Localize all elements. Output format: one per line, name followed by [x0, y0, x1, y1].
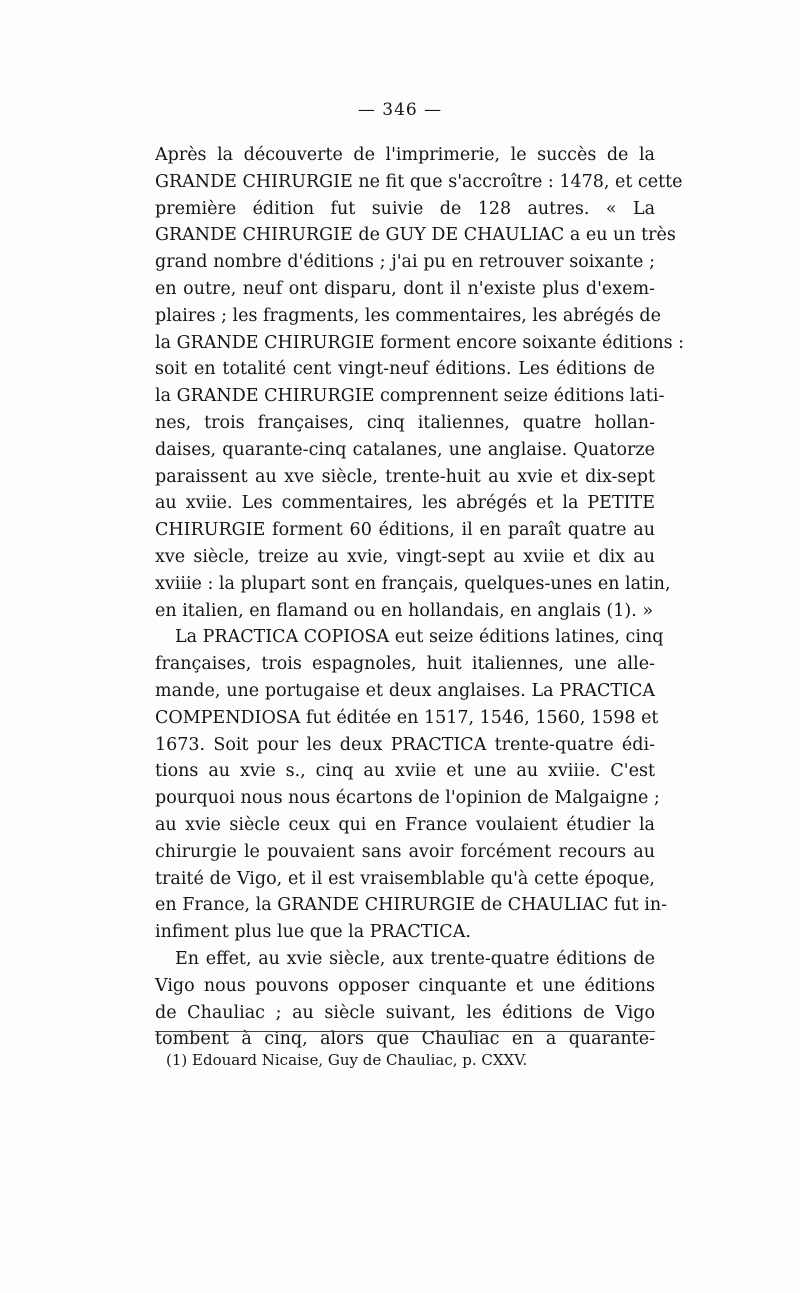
- text-line: en France, la GRANDE CHIRURGIE de CHAULIAC fut in-: [155, 895, 668, 916]
- text-line: au xviie. Les commentaires, les abrégés et la PETITE: [155, 493, 655, 514]
- text-line: chirurgie le pouvaient sans avoir forcément recours au: [155, 841, 655, 862]
- text-line: la GRANDE CHIRURGIE forment encore soixante éditions :: [155, 332, 685, 353]
- paragraph-start-line: En effet, au xvie siècle, aux trente-quatre éditions de: [175, 948, 655, 969]
- text-line: grand nombre d'éditions ; j'ai pu en retrouver soixante ;: [155, 252, 655, 273]
- text-line: tombent à cinq, alors que Chauliac en a quarante-: [155, 1029, 655, 1050]
- paragraph-start-line: La PRACTICA COPIOSA eut seize éditions latines, cinq: [175, 627, 664, 648]
- text-line: première édition fut suivie de 128 autres. « La: [155, 198, 655, 219]
- text-line: 1673. Soit pour les deux PRACTICA trente-quatre édi-: [155, 734, 655, 755]
- text-line: de Chauliac ; au siècle suivant, les éditions de Vigo: [155, 1002, 655, 1023]
- text-line: en italien, en flamand ou en hollandais, en anglais (1). »: [155, 600, 654, 621]
- text-line: en outre, neuf ont disparu, dont il n'existe plus d'exem-: [155, 278, 655, 299]
- text-line: soit en totalité cent vingt-neuf éditions. Les éditions de: [155, 359, 655, 380]
- body-text: [155, 142, 685, 1053]
- text-line: plaires ; les fragments, les commentaires, les abrégés de: [155, 305, 661, 326]
- text-line: mande, une portugaise et deux anglaises. La PRACTICA: [155, 680, 655, 701]
- text-line: Vigo nous pouvons opposer cinquante et une éditions: [155, 975, 655, 996]
- text-line: xviiie : la plupart sont en français, quelques-unes en latin,: [155, 573, 671, 594]
- text-line: au xvie siècle ceux qui en France voulaient étudier la: [155, 814, 655, 835]
- text-line: la GRANDE CHIRURGIE comprennent seize éditions lati-: [155, 386, 665, 407]
- text-line: COMPENDIOSA fut éditée en 1517, 1546, 1560, 1598 et: [155, 707, 659, 728]
- text-line: tions au xvie s., cinq au xviie et une au xviiie. C'est: [155, 761, 655, 782]
- text-line: paraissent au xve siècle, trente-huit au xvie et dix-sept: [155, 466, 655, 487]
- footnote-rule: [155, 1031, 655, 1032]
- text-line: CHIRURGIE forment 60 éditions, il en paraît quatre au: [155, 520, 655, 541]
- text-line: françaises, trois espagnoles, huit italiennes, une alle-: [155, 654, 655, 675]
- text-line: GRANDE CHIRURGIE de GUY DE CHAULIAC a eu un très: [155, 225, 676, 246]
- text-line: nes, trois françaises, cinq italiennes, quatre hollan-: [155, 412, 655, 433]
- text-line: traité de Vigo, et il est vraisemblable qu'à cette époque,: [155, 868, 655, 889]
- text-line: xve siècle, treize au xvie, vingt-sept au xviie et dix au: [155, 546, 655, 567]
- text-line: GRANDE CHIRURGIE ne fit que s'accroître : 1478, et cette: [155, 171, 683, 192]
- text-line: infiment plus lue que la PRACTICA.: [155, 922, 471, 943]
- text-line: daises, quarante-cinq catalanes, une anglaise. Quatorze: [155, 439, 655, 460]
- text-line: pourquoi nous nous écartons de l'opinion de Malgaigne ;: [155, 788, 660, 809]
- page-number: — 346 —: [357, 100, 443, 120]
- footnote: (1) Edouard Nicaise, Guy de Chauliac, p. CXXV.: [166, 1051, 528, 1069]
- text-line: Après la découverte de l'imprimerie, le succès de la: [155, 145, 655, 165]
